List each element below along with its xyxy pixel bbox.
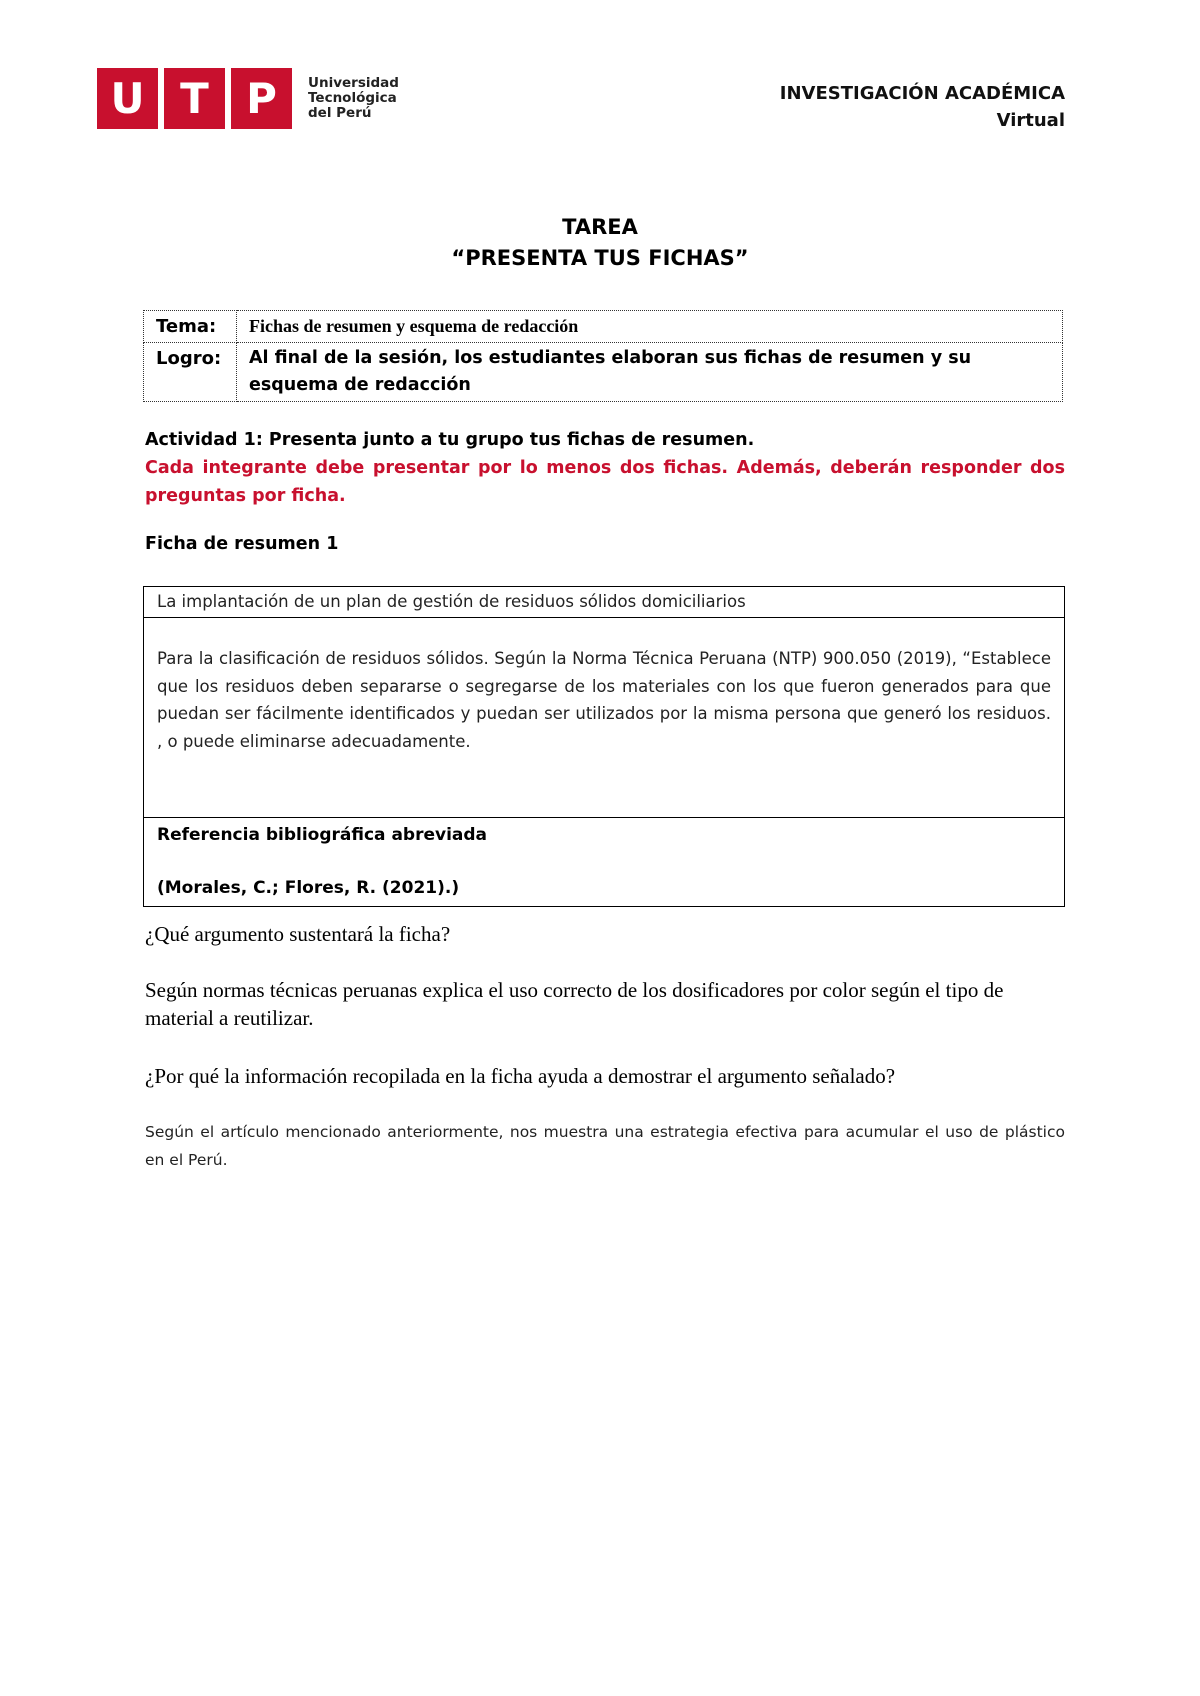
answer-1: Según normas técnicas peruanas explica el uso correcto de los dosificadores por color según el tipo de material a reutilizar.	[145, 978, 1004, 1030]
logo-line-3: del Perú	[308, 105, 372, 121]
page-title	[0, 212, 1200, 274]
logo-line-1: Universidad	[308, 75, 399, 91]
course-name: INVESTIGACIÓN ACADÉMICA	[779, 83, 1065, 104]
tema-label: Tema:	[144, 311, 237, 343]
logro-row	[144, 343, 1063, 402]
logo-university-name	[308, 76, 399, 121]
title-line-2: “PRESENTA TUS FICHAS”	[451, 246, 749, 270]
logo-line-2: Tecnológica	[308, 90, 397, 106]
logo-letter-p: P	[231, 68, 292, 129]
question-2: ¿Por qué la información recopilada en la ficha ayuda a demostrar el argumento señalado?	[145, 1064, 896, 1088]
activity-heading: Actividad 1: Presenta junto a tu grupo tus fichas de resumen.	[145, 430, 755, 450]
title-line-1: TAREA	[562, 215, 638, 239]
logo-letter-u: U	[97, 68, 158, 129]
logro-label: Logro:	[144, 343, 237, 402]
ficha-title: La implantación de un plan de gestión de residuos sólidos domiciliarios	[144, 587, 1064, 618]
ficha-reference-label: Referencia bibliográfica abreviada	[157, 825, 488, 845]
activity-instruction: Cada integrante debe presentar por lo menos dos fichas. Además, deberán responder dos preguntas por ficha.	[145, 458, 1065, 506]
utp-logo	[97, 68, 399, 129]
course-header	[780, 80, 1065, 134]
question-1: ¿Qué argumento sustentará la ficha?	[145, 922, 451, 946]
ficha-card	[143, 586, 1065, 907]
logo-letter-t: T	[164, 68, 225, 129]
ficha-body: Para la clasificación de residuos sólidos. Según la Norma Técnica Peruana (NTP) 900.050 (2019), “Establece que los residuos deben separarse o segregarse de los materiales con los que fueron generados para que puedan ser fácilmente identificados y puedan ser utilizados por la misma persona que generó los residuos. , o puede eliminarse adecuadamente.	[144, 618, 1064, 818]
ficha-reference-value: (Morales, C.; Flores, R. (2021).)	[157, 878, 460, 898]
answer-2: Según el artículo mencionado anteriormente, nos muestra una estrategia efectiva para acumular el uso de plástico en el Perú.	[145, 1123, 1065, 1169]
course-modality: Virtual	[996, 110, 1065, 131]
tema-value: Fichas de resumen y esquema de redacción	[237, 311, 1063, 343]
activity-section	[145, 426, 1065, 510]
ficha-heading: Ficha de resumen 1	[145, 534, 339, 554]
tema-row	[144, 311, 1063, 343]
ficha-reference	[144, 818, 1064, 906]
assignment-meta-table	[143, 310, 1063, 402]
logro-value: Al final de la sesión, los estudiantes elaboran sus fichas de resumen y su esquema de redacción	[237, 343, 1063, 402]
